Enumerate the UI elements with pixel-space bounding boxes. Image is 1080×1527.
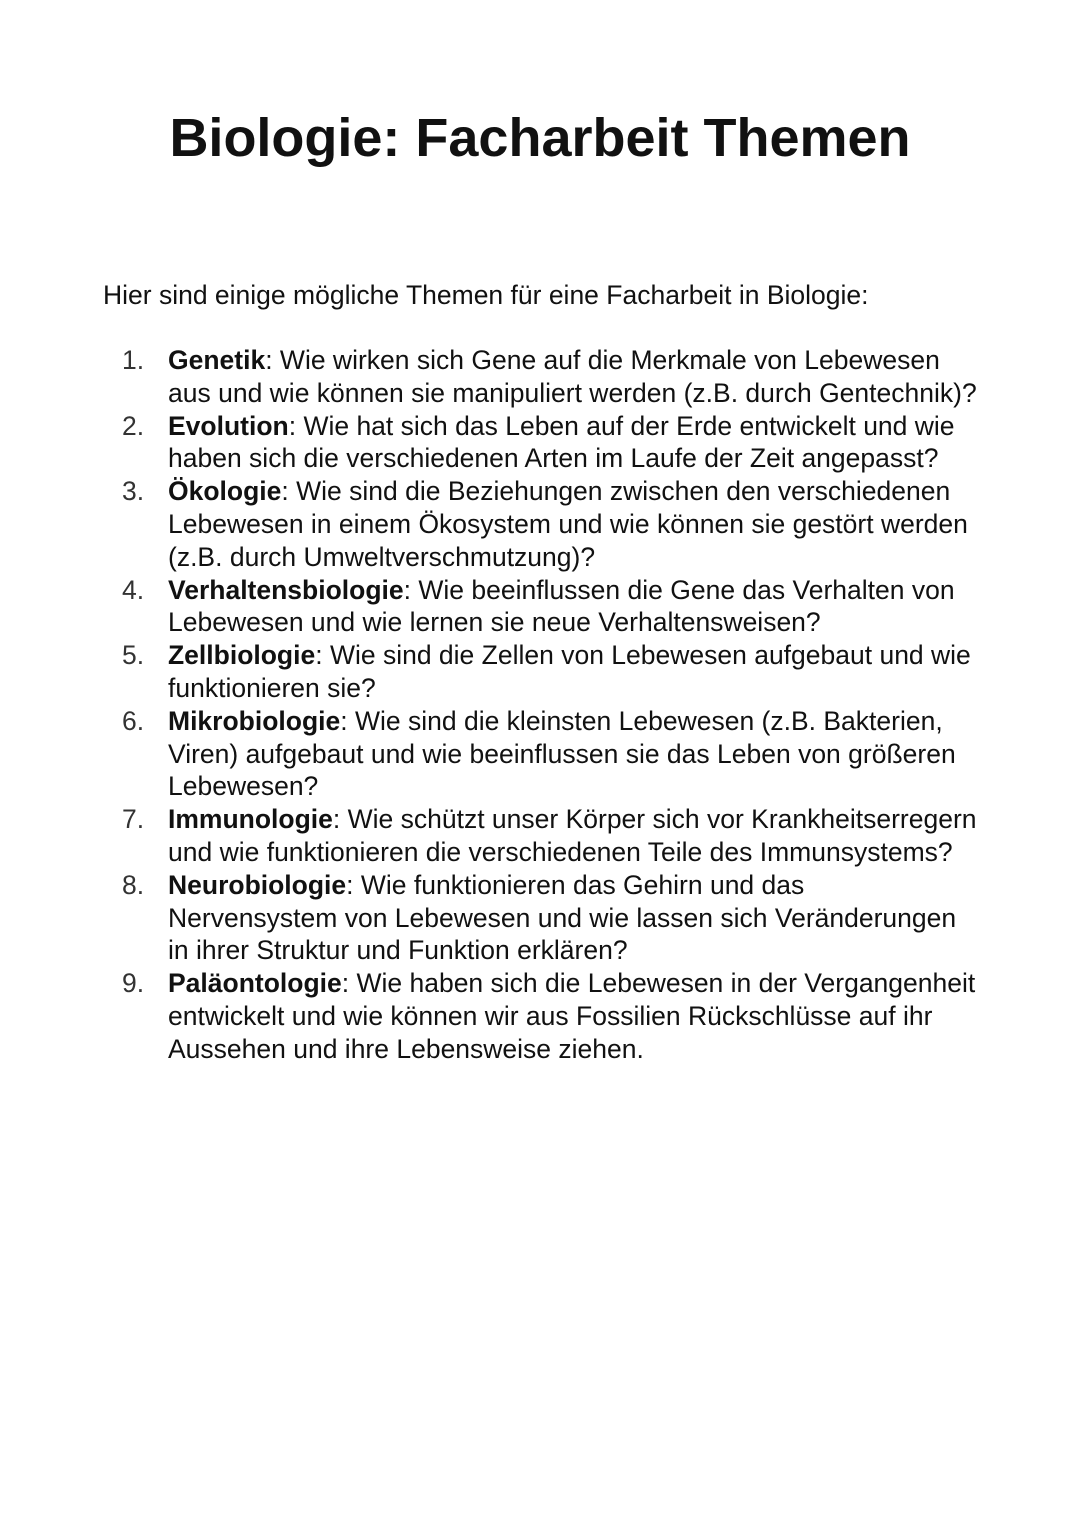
- list-item: [0, 574, 978, 640]
- list-number: 7.: [122, 804, 145, 835]
- topic-list: [0, 344, 1080, 1066]
- intro-text: Hier sind einige mögliche Themen für eine Facharbeit in Biologie:: [103, 280, 869, 310]
- list-number: 3.: [122, 476, 145, 507]
- topic-description: : Wie wirken sich Gene auf die Merkmale von Lebewesen aus und wie können sie manipuliert werden (z.B. durch Gentechnik)?: [168, 345, 977, 408]
- topic-description: : Wie schützt unser Körper sich vor Krankheitserregern und wie funktionieren die verschiedenen Teile des Immunsystems?: [168, 804, 977, 867]
- list-number: 2.: [122, 410, 145, 441]
- topic-name: Genetik: [168, 345, 266, 375]
- topic-description: : Wie sind die Zellen von Lebewesen aufgebaut und wie funktionieren sie?: [168, 640, 971, 703]
- topic-name: Immunologie: [168, 804, 333, 835]
- list-item: [0, 410, 978, 476]
- list-number: 6.: [122, 705, 145, 736]
- list-number: 4.: [122, 574, 145, 605]
- list-number: 5.: [122, 640, 145, 671]
- topic-name: Paläontologie: [168, 968, 342, 999]
- topic-description: : Wie sind die Beziehungen zwischen den verschiedenen Lebewesen in einem Ökosystem und wie können sie gestört werden (z.B. durch Umweltverschmutzung)?: [168, 476, 968, 572]
- topic-description: : Wie hat sich das Leben auf der Erde entwickelt und wie haben sich die verschiedenen Arten im Laufe der Zeit angepasst?: [168, 410, 955, 474]
- list-item: [0, 869, 978, 967]
- list-number: 1.: [122, 345, 145, 375]
- topic-description: : Wie beeinflussen die Gene das Verhalten von Lebewesen und wie lernen sie neue Verhaltensweisen?: [168, 574, 955, 638]
- list-item: [0, 344, 978, 410]
- list-number: 8.: [122, 869, 145, 900]
- topic-name: Neurobiologie: [168, 869, 347, 900]
- list-item: [0, 705, 978, 803]
- topic-name: Mikrobiologie: [168, 705, 341, 736]
- topic-name: Ökologie: [168, 476, 282, 507]
- list-item: [0, 475, 978, 573]
- list-number: 9.: [122, 968, 145, 999]
- list-item: [0, 803, 978, 869]
- topic-name: Verhaltensbiologie: [168, 574, 404, 605]
- topic-description: : Wie haben sich die Lebewesen in der Vergangenheit entwickelt und wie können wir aus Fossilien Rückschlüsse auf ihr Aussehen und ihre Lebensweise ziehen.: [168, 968, 976, 1064]
- list-item: [0, 967, 978, 1065]
- topic-name: Zellbiologie: [168, 640, 316, 671]
- page-title: Biologie: Facharbeit Themen: [169, 108, 911, 168]
- topic-description: : Wie sind die kleinsten Lebewesen (z.B. Bakterien, Viren) aufgebaut und wie beeinflussen sie das Leben von größeren Lebewesen?: [168, 705, 956, 802]
- list-item: [0, 639, 978, 705]
- topic-description: : Wie funktionieren das Gehirn und das Nervensystem von Lebewesen und wie lassen sich Veränderungen in ihrer Struktur und Funktion erklären?: [168, 869, 957, 966]
- topic-name: Evolution: [168, 410, 289, 441]
